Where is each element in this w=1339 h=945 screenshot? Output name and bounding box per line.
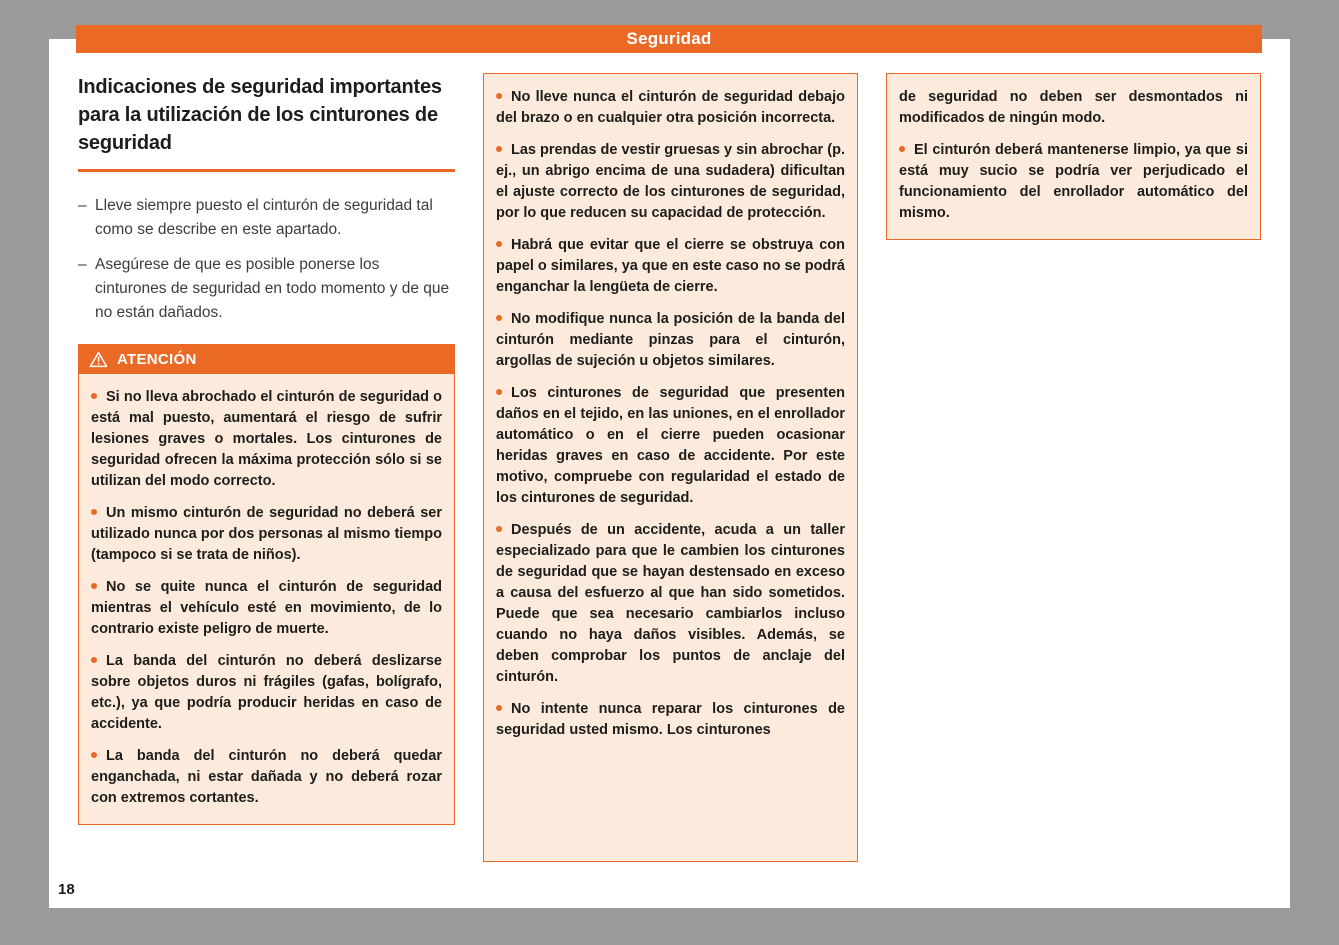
warning-item-text: Los cinturones de seguridad que presenten daños en el tejido, en las uniones, en el enrollador automático o en el cierre pueden ocasionar heridas graves en caso de accidente. Por este motivo, compruebe con regularidad el estado de los cinturones de seguridad. xyxy=(496,385,845,506)
bullet-icon xyxy=(496,705,502,711)
warning-header xyxy=(78,344,455,374)
warning-item-text: El cinturón deberá mantenerse limpio, ya que si está muy sucio se podría ver perjudicado el funcionamiento del enrollador automático del mismo. xyxy=(899,142,1248,221)
intro-item xyxy=(78,253,455,325)
warning-body xyxy=(78,374,455,825)
bullet-icon xyxy=(496,241,502,247)
bullet-icon xyxy=(496,146,502,152)
bullet-icon xyxy=(91,752,97,758)
title-divider xyxy=(78,169,455,172)
bullet-icon xyxy=(91,393,97,399)
warning-item xyxy=(496,235,845,298)
page-number: 18 xyxy=(58,881,75,898)
dash-glyph: – xyxy=(78,256,87,273)
warning-continuation-box xyxy=(483,73,858,862)
bullet-icon xyxy=(496,526,502,532)
warning-item-text: La banda del cinturón no deberá quedar enganchada, ni estar dañada y no deberá rozar con extremos cortantes. xyxy=(91,748,442,806)
warning-item-text: Si no lleva abrochado el cinturón de seguridad o está mal puesto, aumentará el riesgo de sufrir lesiones graves o mortales. Los cinturones de seguridad ofrecen la máxima protección sólo si se utilizan del modo correcto. xyxy=(91,389,442,489)
warning-item xyxy=(496,87,845,129)
bullet-icon xyxy=(496,93,502,99)
column-2 xyxy=(483,73,858,862)
warning-item xyxy=(91,577,442,640)
column-3 xyxy=(886,73,1261,862)
intro-item-text: Asegúrese de que es posible ponerse los cinturones de seguridad en todo momento y de que no están dañados. xyxy=(95,256,450,321)
warning-item xyxy=(91,651,442,735)
warning-item-text: La banda del cinturón no deberá deslizarse sobre objetos duros ni frágiles (gafas, bolígrafo, etc.), ya que podría producir heridas en caso de accidente. xyxy=(91,653,442,732)
warning-item-text: Habrá que evitar que el cierre se obstruya con papel o similares, ya que en este caso no se podrá enganchar la lengüeta de cierre. xyxy=(496,237,845,295)
column-1 xyxy=(78,73,455,862)
warning-item xyxy=(496,140,845,224)
warning-continuation-box xyxy=(886,73,1261,240)
warning-item-text: Después de un accidente, acuda a un taller especializado para que le cambien los cinturones de seguridad que se hayan destensado en exceso a causa del esfuerzo al que han sido sometidos. Puede que sea necesario cambiarlos incluso cuando no haya daños visibles. Además, se deben comprobar los puntos de anclaje del cinturón. xyxy=(496,522,845,685)
warning-box xyxy=(78,344,455,825)
intro-item-text: Lleve siempre puesto el cinturón de seguridad tal como se describe en este apartado. xyxy=(95,197,433,238)
warning-label: ATENCIÓN xyxy=(117,350,197,368)
bullet-icon xyxy=(496,315,502,321)
bullet-icon xyxy=(91,509,97,515)
bullet-icon xyxy=(496,389,502,395)
bullet-icon xyxy=(91,657,97,663)
warning-item xyxy=(496,383,845,509)
warning-item-text: No modifique nunca la posición de la banda del cinturón mediante pinzas para el cinturón, argollas de sujeción u objetos similares. xyxy=(496,311,845,369)
warning-item-text: No intente nunca reparar los cinturones de seguridad usted mismo. Los cinturones xyxy=(496,701,845,738)
section-header-bar xyxy=(76,25,1262,53)
warning-item xyxy=(91,387,442,492)
bullet-icon xyxy=(91,583,97,589)
dash-glyph: – xyxy=(78,197,87,214)
warning-item-text: Un mismo cinturón de seguridad no deberá ser utilizado nunca por dos personas al mismo tiempo (tampoco si se trata de niños). xyxy=(91,505,442,563)
warning-item xyxy=(899,140,1248,224)
warning-item xyxy=(496,520,845,688)
warning-item-text: No lleve nunca el cinturón de seguridad debajo del brazo o en cualquier otra posición incorrecta. xyxy=(496,89,845,126)
page-content xyxy=(78,73,1261,862)
article-title: Indicaciones de seguridad importantes para la utilización de los cinturones de seguridad xyxy=(78,76,442,154)
continuation-text: de seguridad no deben ser desmontados ni modificados de ningún modo. xyxy=(899,89,1248,126)
section-title: Seguridad xyxy=(626,29,712,48)
warning-item-text: Las prendas de vestir gruesas y sin abrochar (p. ej., un abrigo encima de una sudadera) dificultan el ajuste correcto de los cinturones de seguridad, por lo que reducen su capacidad de protección. xyxy=(496,142,845,221)
warning-item xyxy=(91,503,442,566)
warning-triangle-icon xyxy=(89,351,108,368)
intro-item xyxy=(78,194,455,242)
warning-item xyxy=(496,309,845,372)
warning-item-text: No se quite nunca el cinturón de seguridad mientras el vehículo esté en movimiento, de lo contrario existe peligro de muerte. xyxy=(91,579,442,637)
bullet-icon xyxy=(899,146,905,152)
warning-item xyxy=(496,699,845,741)
warning-item xyxy=(91,746,442,809)
manual-page xyxy=(49,29,1290,908)
